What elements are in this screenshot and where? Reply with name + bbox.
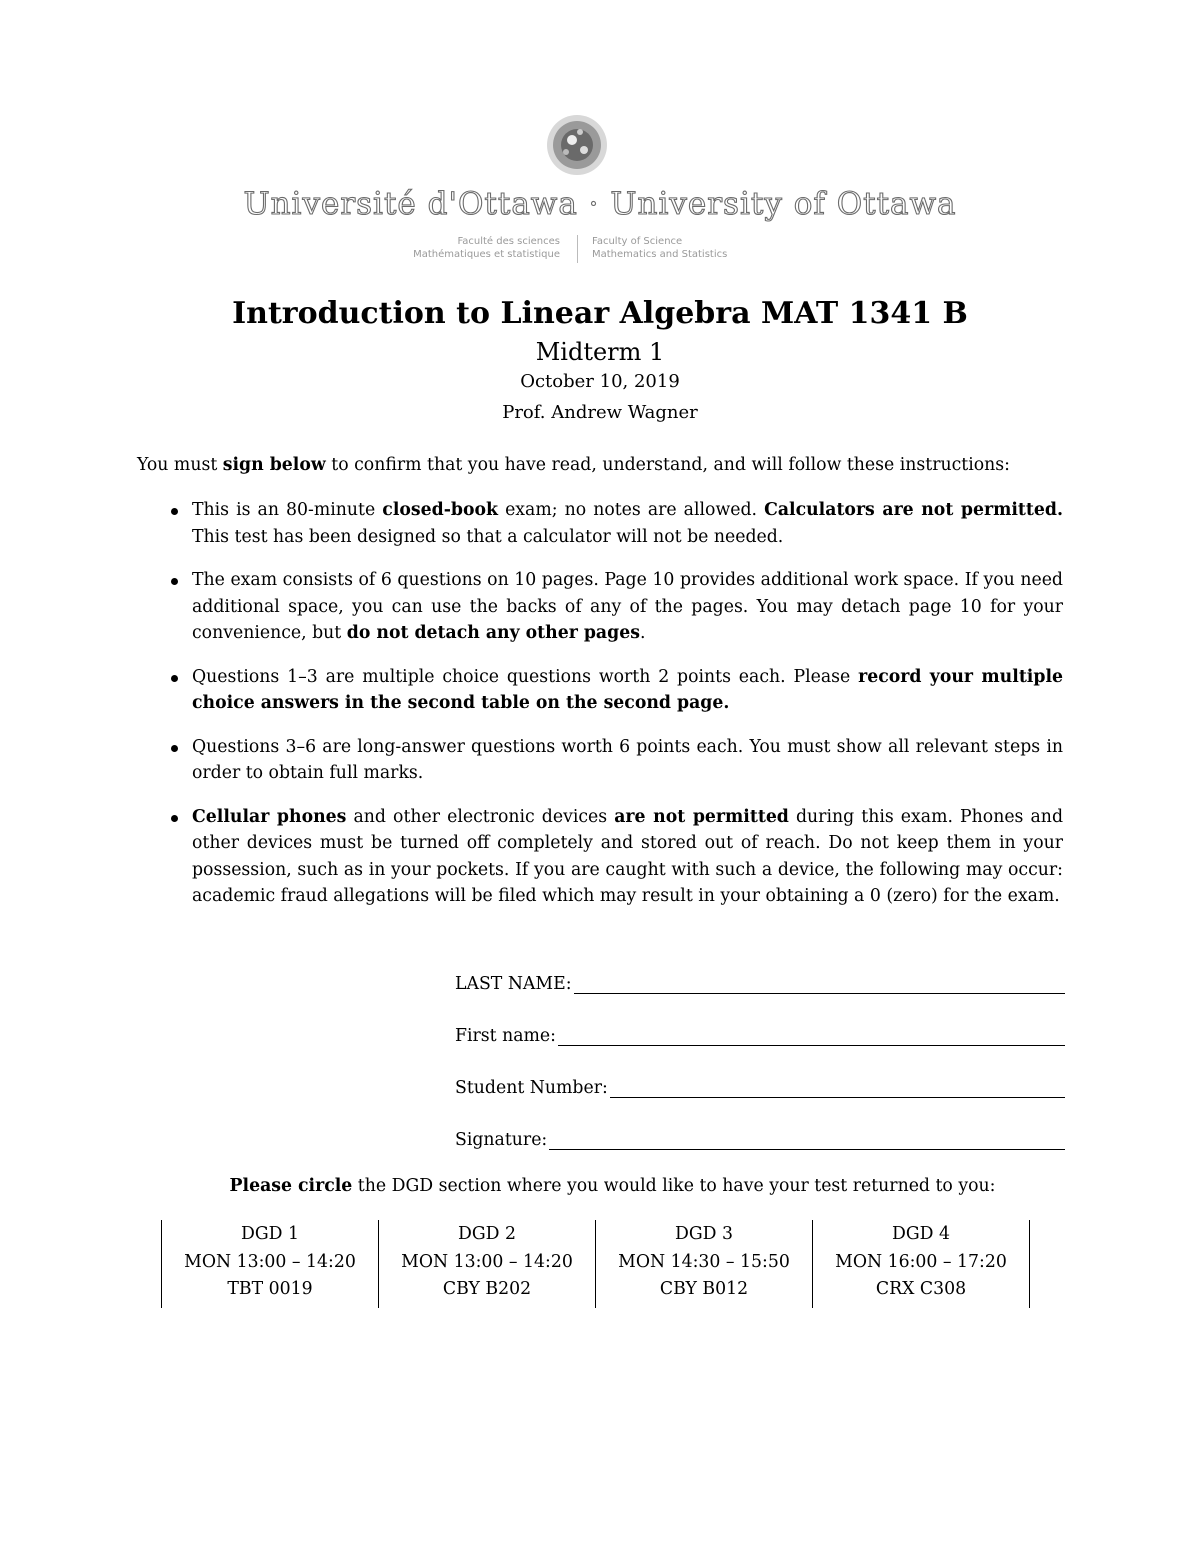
first-name-field[interactable]: [455, 1018, 1065, 1046]
last-name-field[interactable]: [455, 966, 1065, 994]
first-name-label: First name:: [455, 1026, 556, 1046]
exam-date: October 10, 2019: [520, 371, 680, 392]
student-number-line[interactable]: [610, 1079, 1065, 1098]
signature-field[interactable]: [455, 1122, 1065, 1150]
last-name-line[interactable]: [574, 975, 1065, 994]
first-name-line[interactable]: [558, 1027, 1065, 1046]
dgd-sections-table: [161, 1220, 1030, 1308]
exam-subtitle: Midterm 1: [535, 338, 665, 366]
instruction-item: Cellular phones and other electronic devices are not permitted during this exam. Phones and other devices must be turned off completely and stored out of reach. Do not keep them in your possession, such as in your pockets. If you are caught with such a device, the following may occur: academic fraud allegations will be filed which may result in your obtaining a 0 (zero) for the exam.: [168, 804, 1063, 910]
professor-name: Prof. Andrew Wagner: [502, 402, 698, 423]
logo-divider: [577, 235, 578, 263]
faculty-name-en: Faculty of Science Mathematics and Statistics: [592, 236, 728, 260]
bullet-icon: [171, 745, 178, 752]
bullet-icon: [171, 815, 178, 822]
dgd-time: MON 16:00 – 17:20: [835, 1251, 1007, 1272]
dgd-time: MON 14:30 – 15:50: [618, 1251, 790, 1272]
signature-line[interactable]: [549, 1131, 1065, 1150]
instructions-intro: You must sign below to confirm that you have read, understand, and will follow these instructions:: [137, 455, 1010, 475]
bullet-icon: [171, 578, 178, 585]
university-wordmark: Université d'Ottawa · University of Ottawa: [243, 186, 957, 222]
signature-label: Signature:: [455, 1130, 548, 1150]
dgd-name: DGD 4: [891, 1224, 950, 1244]
instructions-list: [168, 497, 1063, 927]
dgd-room: CBY B202: [442, 1279, 532, 1299]
last-name-label: LAST NAME:: [455, 974, 572, 994]
instruction-item: Questions 1–3 are multiple choice questions worth 2 points each. Please record your multiple choice answers in the second table on the second page.: [168, 664, 1063, 717]
student-number-label: Student Number:: [455, 1078, 608, 1098]
faculty-name-fr: Faculté des sciences Mathématiques et statistique: [413, 236, 560, 260]
university-logo: [0, 110, 1200, 270]
exam-title: Introduction to Linear Algebra MAT 1341 B: [232, 296, 968, 331]
dgd-room: TBT 0019: [227, 1279, 313, 1299]
dgd-room: CRX C308: [875, 1279, 967, 1299]
dgd-room: CBY B012: [659, 1279, 749, 1299]
bullet-icon: [171, 508, 178, 515]
dgd-time: MON 13:00 – 14:20: [401, 1251, 573, 1272]
dgd-name: DGD 2: [457, 1224, 516, 1244]
dgd-section-2[interactable]: [379, 1220, 596, 1308]
bullet-icon: [171, 675, 178, 682]
dgd-instruction: Please circle the DGD section where you would like to have your test returned to you:: [229, 1176, 996, 1196]
dgd-section-3[interactable]: [596, 1220, 813, 1308]
university-seal-icon: [532, 110, 622, 180]
dgd-section-4[interactable]: [813, 1220, 1030, 1308]
dgd-name: DGD 1: [240, 1224, 299, 1244]
instruction-item: Questions 3–6 are long-answer questions worth 6 points each. You must show all relevant steps in order to obtain full marks.: [168, 734, 1063, 787]
dgd-name: DGD 3: [674, 1224, 733, 1244]
dgd-section-1[interactable]: [162, 1220, 379, 1308]
instruction-item: This is an 80-minute closed-book exam; no notes are allowed. Calculators are not permitted. This test has been designed so that a calculator will not be needed.: [168, 497, 1063, 550]
instruction-item: The exam consists of 6 questions on 10 pages. Page 10 provides additional work space. If you need additional space, you can use the backs of any of the pages. You may detach page 10 for your convenience, but do not detach any other pages.: [168, 567, 1063, 647]
dgd-time: MON 13:00 – 14:20: [184, 1251, 356, 1272]
student-number-field[interactable]: [455, 1070, 1065, 1098]
